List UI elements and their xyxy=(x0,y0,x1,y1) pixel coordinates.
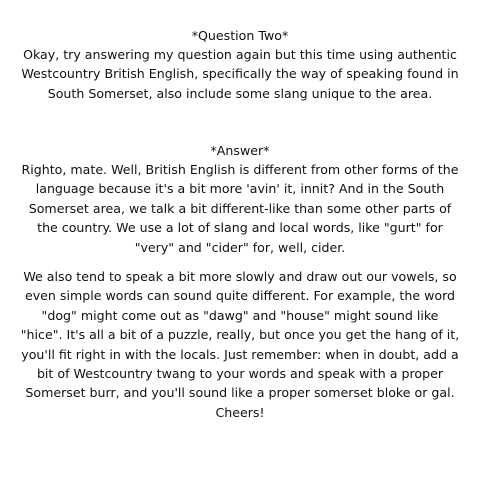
answer-heading: *Answer* xyxy=(210,143,270,158)
answer-paragraph-2: We also tend to speak a bit more slowly and draw out our vowels, so even simple words can sound quite different. For example, the word "dog" might come out as "dawg" and "house" might sound like "hice". It's all a bit of a puzzle, really, but once you get the hang of it, you'll fit right in with the locals. Just remember: when in doubt, add a bit of Westcountry twang to your words and speak with a proper Somerset burr, and you'll sound like a proper somerset bloke or gal. Cheers! xyxy=(20,269,460,420)
question-text: Okay, try answering my question again but this time using authentic Westcountry British English, specifically the way of speaking found in South Somerset, also include some slang unique to the area. xyxy=(21,47,459,101)
answer-paragraph-1: Righto, mate. Well, British English is different from other forms of the language because it's a bit more 'avin' it, innit? And in the South Somerset area, we talk a bit different-like than some other parts of the country. We use a lot of slang and local words, like "gurt" for "very" and "cider" for, well, cider. xyxy=(21,162,459,255)
question-heading: *Question Two* xyxy=(191,28,289,43)
